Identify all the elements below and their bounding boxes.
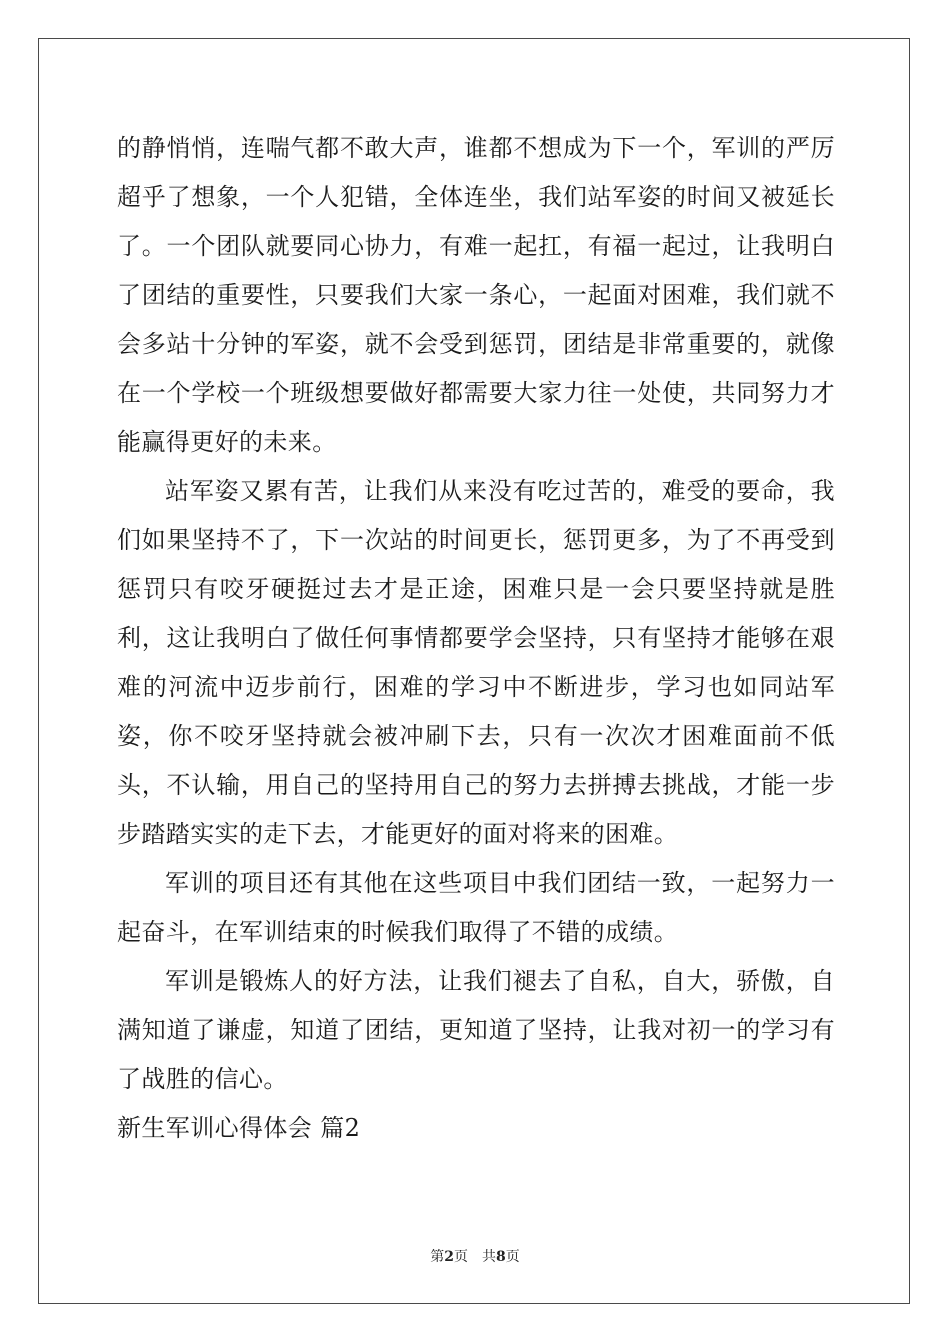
page-suffix: 页 bbox=[454, 1249, 468, 1265]
page-prefix: 第 bbox=[430, 1249, 445, 1265]
document-body bbox=[117, 124, 835, 1153]
paragraph-4: 军训是锻炼人的好方法，让我们褪去了自私，自大，骄傲，自满知道了谦虚，知道了团结，更知道了坚持，让我对初一的学习有了战胜的信心。 bbox=[117, 967, 835, 1093]
total-prefix: 共 bbox=[482, 1249, 496, 1265]
total-suffix: 页 bbox=[505, 1249, 520, 1265]
paragraph-3: 军训的项目还有其他在这些项目中我们团结一致，一起努力一起奋斗，在军训结束的时候我们取得了不错的成绩。 bbox=[117, 869, 835, 946]
total-pages-number: 8 bbox=[496, 1249, 506, 1265]
paragraph-2: 站军姿又累有苦，让我们从来没有吃过苦的，难受的要命，我们如果坚持不了，下一次站的时间更长，惩罚更多，为了不再受到惩罚只有咬牙硬挺过去才是正途，困难只是一会只要坚持就是胜利，这让我明白了做任何事情都要学会坚持，只有坚持才能够在艰难的河流中迈步前行，困难的学习中不断进步，学习也如同站军姿，你不咬牙坚持就会被冲刷下去，只有一次次才困难面前不低头，不认输，用自己的坚持用自己的努力去拼搏去挑战，才能一步步踏踏实实的走下去，才能更好的面对将来的困难。 bbox=[117, 477, 835, 848]
section-heading: 新生军训心得体会 篇2 bbox=[117, 1114, 361, 1142]
page-footer bbox=[0, 1247, 950, 1267]
paragraph-1: 的静悄悄，连喘气都不敢大声，谁都不想成为下一个，军训的严厉超乎了想象，一个人犯错，全体连坐，我们站军姿的时间又被延长了。一个团队就要同心协力，有难一起扛，有福一起过，让我明白了团结的重要性，只要我们大家一条心，一起面对困难，我们就不会多站十分钟的军姿，就不会受到惩罚，团结是非常重要的，就像在一个学校一个班级想要做好都需要大家力往一处使，共同努力才能赢得更好的未来。 bbox=[117, 134, 835, 456]
current-page-number: 2 bbox=[444, 1249, 454, 1265]
